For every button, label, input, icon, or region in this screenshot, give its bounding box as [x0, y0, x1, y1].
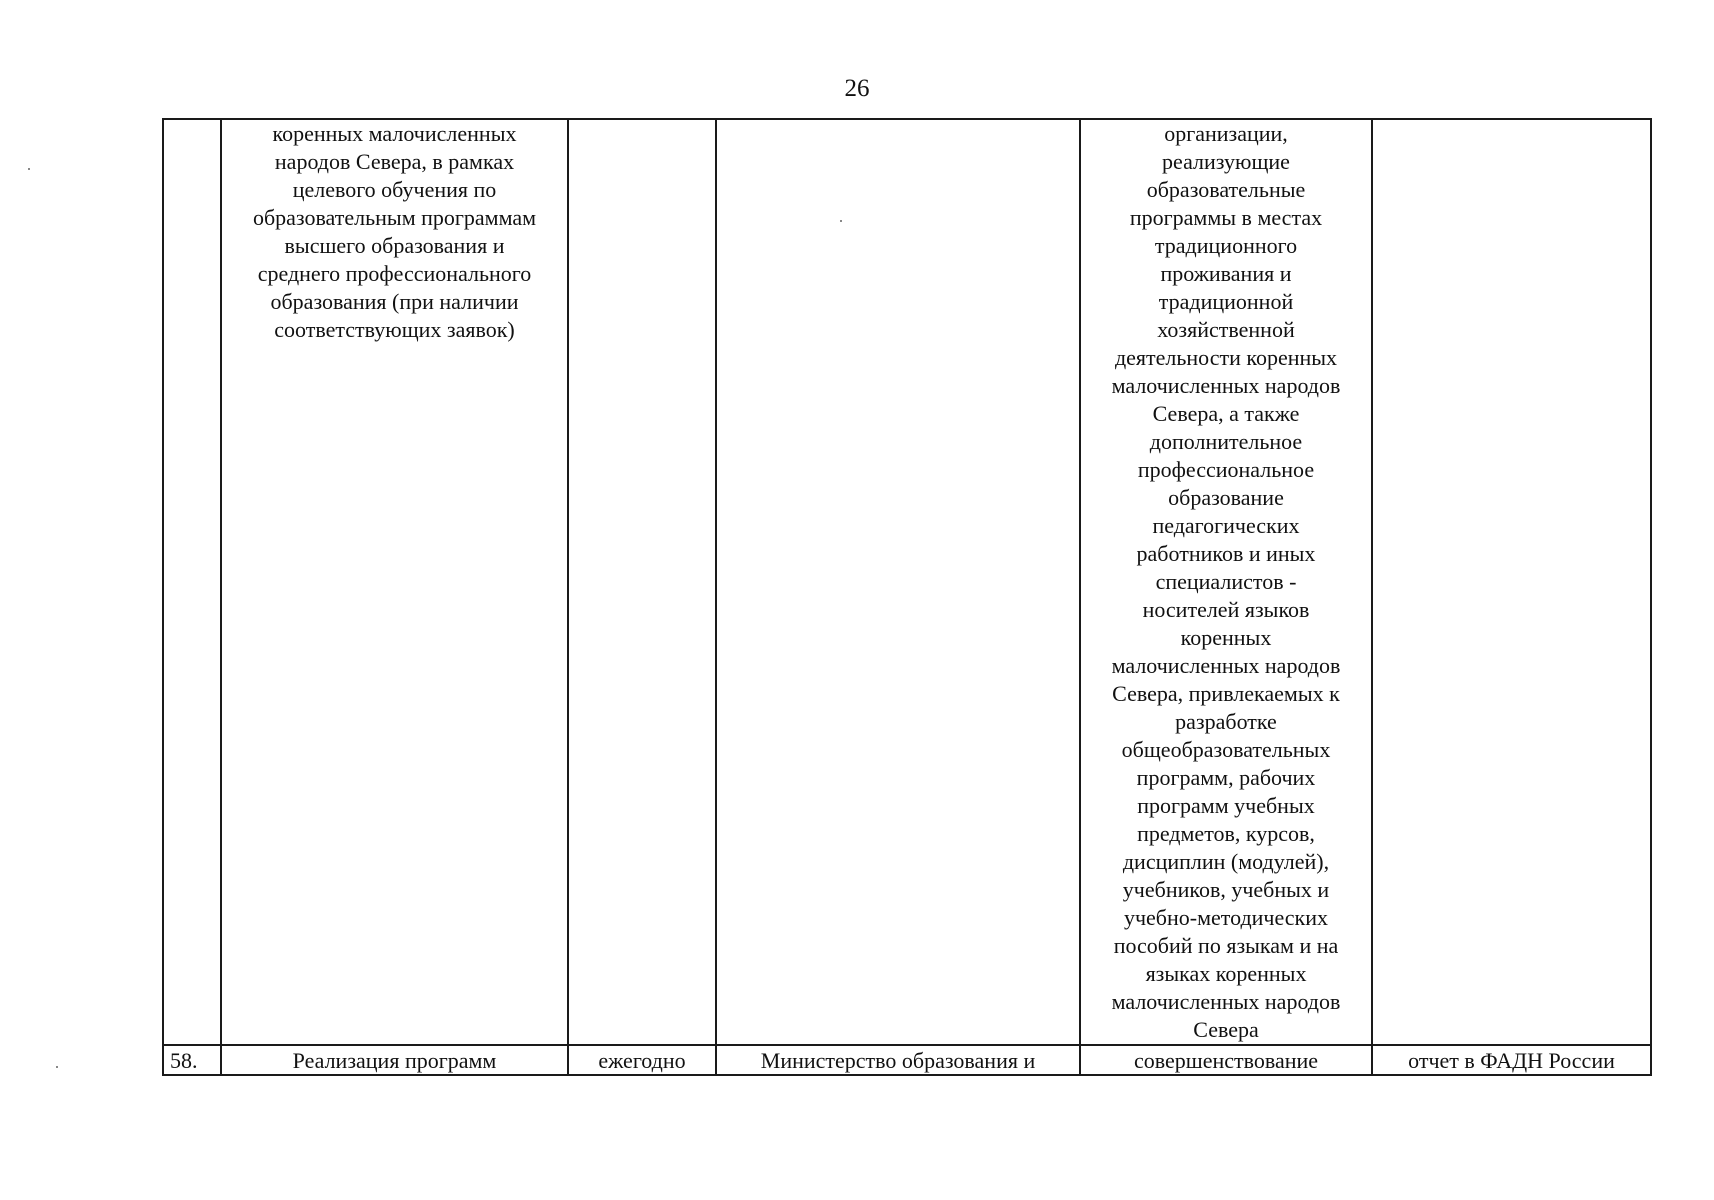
- cell-result: [1080, 1045, 1372, 1075]
- cell-result: [1080, 119, 1372, 1045]
- table-row-continuation: [163, 119, 1651, 1045]
- cell-number: [163, 119, 221, 1045]
- cell-report: [1372, 1045, 1651, 1075]
- activity-text: коренных малочисленных народов Севера, в рамках целевого обучения по образовательным программам высшего образования и среднего профессионального образования (при наличии соответствующих заявок): [252, 121, 537, 342]
- activity-text: Реализация программ: [292, 1048, 497, 1073]
- report-text: отчет в ФАДН России: [1408, 1048, 1615, 1073]
- plan-table: [162, 118, 1652, 1076]
- scan-speck: [56, 1066, 58, 1068]
- table-row-58: [163, 1045, 1651, 1075]
- scan-speck: [28, 168, 30, 170]
- cell-activity: [221, 119, 568, 1045]
- cell-responsible: [716, 1045, 1080, 1075]
- cell-report: [1372, 119, 1651, 1045]
- cell-activity: [221, 1045, 568, 1075]
- row-number: 58.: [170, 1048, 198, 1073]
- deadline-text: ежегодно: [598, 1048, 686, 1073]
- page-number: 26: [844, 75, 870, 102]
- cell-deadline: [568, 1045, 716, 1075]
- cell-number: [163, 1045, 221, 1075]
- result-text: совершенствование: [1133, 1048, 1319, 1073]
- responsible-text: Министерство образования и: [760, 1048, 1036, 1073]
- cell-deadline: [568, 119, 716, 1045]
- result-text: организации, реализующие образовательные программы в местах традиционного проживания и традиционной хозяйственной деятельности коренных малочисленных народов Севера, а также дополнительное профессиональное образование педагогических работников и иных специалистов - носителей языков коренных малочисленных народов Севера, привлекаемых к разработке общеобразовательных программ, рабочих программ учебных предметов, курсов, дисциплин (модулей), учебников, учебных и учебно-методических пособий по языкам и на языках коренных малочисленных народов Севера: [1111, 121, 1341, 1042]
- cell-responsible: [716, 119, 1080, 1045]
